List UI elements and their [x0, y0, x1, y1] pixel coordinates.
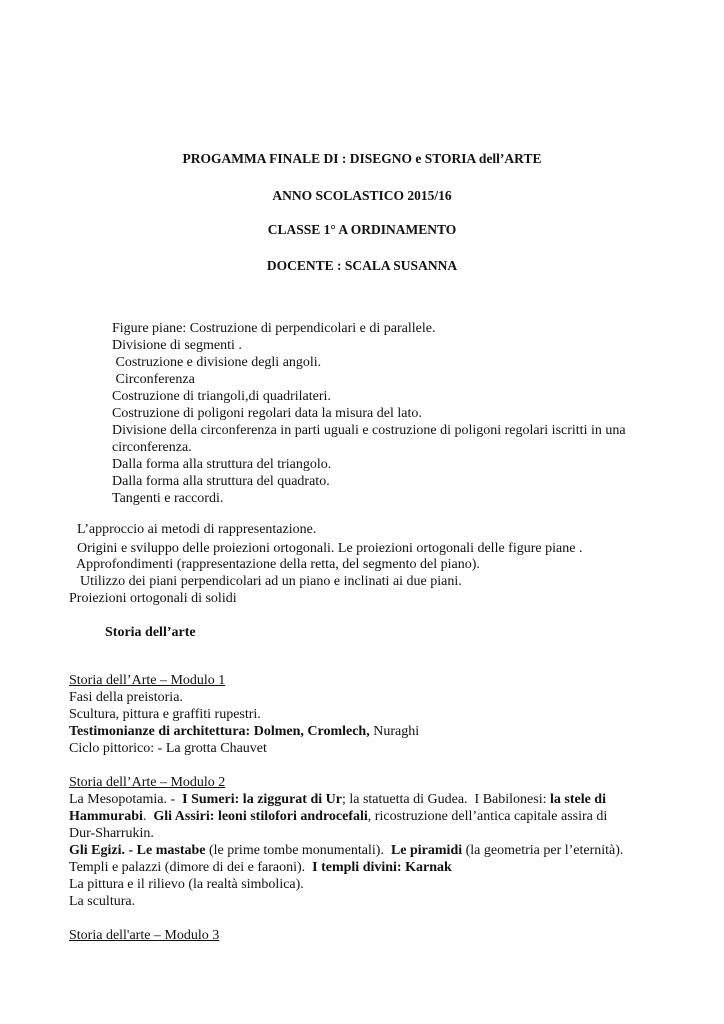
- modulo-2-text: (la geometria per l’eternità).: [462, 843, 624, 858]
- modulo-2-line: [69, 842, 623, 859]
- modulo-1-line: Fasi della preistoria.: [69, 690, 183, 705]
- modulo-1-title: Storia dell’Arte – Modulo 1: [69, 673, 226, 688]
- disegno-item: Costruzione di triangoli,di quadrilateri.: [112, 389, 331, 404]
- modulo-1-line: Ciclo pittorico: - La grotta Chauvet: [69, 741, 267, 756]
- program-title: PROGAMMA FINALE DI : DISEGNO e STORIA dell’ARTE: [182, 151, 542, 166]
- proiezioni-item: Approfondimenti (rappresentazione della retta, del segmento del piano).: [76, 557, 480, 572]
- storia-section-title: Storia dell’arte: [105, 625, 196, 640]
- modulo-2: [69, 774, 623, 910]
- modulo-3-title: Storia dell'arte – Modulo 3: [69, 928, 220, 943]
- modulo-2-bold-text: Gli Egizi. - Le mastabe: [69, 843, 206, 858]
- modulo-2-text: , ricostruzione dell’antica capitale assira di: [367, 809, 608, 824]
- modulo-2-line: [69, 859, 623, 876]
- proiezioni-item: L’approccio ai metodi di rappresentazione.: [77, 522, 317, 537]
- disegno-item: Figure piane: Costruzione di perpendicolari e di parallele.: [112, 321, 436, 336]
- disegno-item: Costruzione di poligoni regolari data la misura del lato.: [112, 406, 422, 421]
- modulo-2-bold-text: I templi divini: Karnak: [312, 860, 452, 875]
- class-name: CLASSE 1° A ORDINAMENTO: [267, 222, 457, 237]
- modulo-2-text: La Mesopotamia. -: [69, 792, 183, 807]
- modulo-2-bold-text: I Sumeri: la ziggurat di Ur: [182, 792, 342, 807]
- modulo-1-line: Scultura, pittura e graffiti rupestri.: [69, 707, 261, 722]
- disegno-item: Divisione della circonferenza in parti uguali e costruzione di poligoni regolari iscritti in una: [112, 423, 626, 438]
- modulo-2-line: La scultura.: [69, 894, 136, 909]
- modulo-1-text: Nuraghi: [369, 724, 420, 739]
- modulo-2-text: (le prime tombe monumentali).: [205, 843, 391, 858]
- teacher-name: DOCENTE : SCALA SUSANNA: [266, 258, 458, 273]
- proiezioni-item: Origini e sviluppo delle proiezioni ortogonali. Le proiezioni ortogonali delle figure piane .: [77, 541, 583, 556]
- disegno-item: Divisione di segmenti .: [112, 338, 242, 353]
- modulo-2-bold-text: la stele di: [549, 792, 606, 807]
- modulo-2-bold-text: Gli Assiri: leoni stilofori androcefali: [153, 809, 368, 824]
- proiezioni-item: Utilizzo dei piani perpendicolari ad un piano e inclinati ai due piani.: [80, 574, 462, 589]
- modulo-1: [69, 672, 419, 757]
- modulo-2-bold-text: Hammurabi: [69, 809, 143, 824]
- disegno-item: Circonferenza: [112, 372, 195, 387]
- disegno-item: Dalla forma alla struttura del quadrato.: [112, 474, 330, 489]
- modulo-2-line: Dur-Sharrukin.: [69, 826, 154, 841]
- modulo-2-title: Storia dell’Arte – Modulo 2: [69, 775, 226, 790]
- disegno-item: Tangenti e raccordi.: [112, 491, 224, 506]
- disegno-item: circonferenza.: [112, 440, 192, 455]
- disegno-item: Dalla forma alla struttura del triangolo.: [112, 457, 332, 472]
- modulo-2-text: Templi e palazzi (dimore di dei e faraoni).: [69, 860, 313, 875]
- school-year: ANNO SCOLASTICO 2015/16: [272, 188, 452, 203]
- modulo-1-bold-text: Testimonianze di architettura: Dolmen, Cromlech,: [69, 724, 370, 739]
- modulo-2-line: [69, 808, 623, 825]
- disegno-list: [112, 320, 626, 507]
- modulo-2-bold-text: Le piramidi: [390, 843, 463, 858]
- modulo-2-text: .: [142, 809, 154, 824]
- modulo-2-text: ; la statuetta di Gudea. I Babilonesi:: [341, 792, 550, 807]
- modulo-1-line: [69, 723, 419, 740]
- disegno-item: Costruzione e divisione degli angoli.: [112, 355, 322, 370]
- modulo-2-line: [69, 791, 623, 808]
- modulo-2-line: La pittura e il rilievo (la realtà simbolica).: [69, 877, 304, 892]
- proiezioni-item: Proiezioni ortogonali di solidi: [69, 591, 237, 606]
